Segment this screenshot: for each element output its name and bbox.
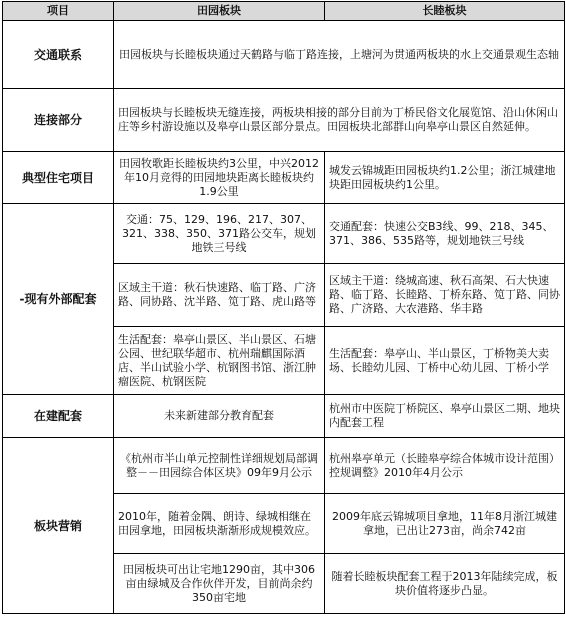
header-row — [3, 2, 565, 21]
marketing-r3-tianyuan: 田园板块可出让宅地1290亩，其中306亩由绿城及合作伙伴开发，目前尚余约350亩宅地 — [114, 554, 325, 614]
marketing-r1-changmu: 杭州皋亭单元（长睦皋亭综合体城市设计范围）控规调整》2010年4月公示 — [325, 438, 565, 494]
row-label-housing: 典型住宅项目 — [3, 152, 114, 204]
housing-tianyuan: 田园牧歌距长睦板块约3公里，中兴2012年10月竞得的田园地块距离长睦板块约1.9公里 — [114, 152, 325, 204]
external-transport-changmu: 交通配套：快速公交B3线、99、218、345、371、386、535路等，规划地铁三号线 — [325, 204, 565, 264]
external-transport-tianyuan: 交通：75、129、196、217、307、321、338、350、371路公交车，规划地铁三号线 — [114, 204, 325, 264]
marketing-r2-changmu: 2009年底云锦城项目拿地，11年8月浙江城建拿地，已出让273亩，尚余742亩 — [325, 494, 565, 554]
external-life-tianyuan: 生活配套：皋亭山景区、半山景区、石塘公园、世纪联华超市、杭州瑞麒国际酒店、半山试验小学、杭钢图书馆、浙江肿瘤医院、杭钢医院 — [114, 327, 325, 395]
marketing-r1-tianyuan: 《杭州市半山单元控制性详细规划局部调整－－田园综合体区块》09年9月公示 — [114, 438, 325, 494]
traffic-text: 田园板块与长睦板块通过天鹤路与临丁路连接，上塘河为贯通两板块的水上交通景观生态轴 — [114, 21, 565, 89]
comparison-table — [2, 1, 565, 614]
building-tianyuan: 未来新建部分教育配套 — [114, 395, 325, 438]
external-life-changmu: 生活配套：皋亭山、半山景区，丁桥物美大卖场、长睦幼儿园、丁桥中心幼儿园、丁桥小学 — [325, 327, 565, 395]
header-tianyuan: 田园板块 — [114, 2, 325, 21]
marketing-r2-tianyuan: 2010年，随着金隅、朗诗、绿城相继在田园拿地，田园板块渐渐形成规模效应。 — [114, 494, 325, 554]
marketing-r3-changmu: 随着长睦板块配套工程于2013年陆续完成，板块价值将逐步凸显。 — [325, 554, 565, 614]
table-row — [3, 89, 565, 152]
external-roads-tianyuan: 区域主干道：秋石快速路、临丁路、广济路、同协路、沈半路、笕丁路、虎山路等 — [114, 264, 325, 327]
row-label-traffic: 交通联系 — [3, 21, 114, 89]
row-label-external: -现有外部配套 — [3, 204, 114, 395]
row-label-marketing: 板块营销 — [3, 438, 114, 614]
row-label-building: 在建配套 — [3, 395, 114, 438]
connection-text: 田园板块与长睦板块无缝连接，两板块相接的部分目前为丁桥民俗文化展览馆、沿山休闲山庄等乡村游设施以及皋亭山景区部分景点。田园板块北部群山向皋亭山景区自然延伸。 — [114, 89, 565, 152]
header-changmu: 长睦板块 — [325, 2, 565, 21]
table-row — [3, 395, 565, 438]
building-changmu: 杭州市中医院丁桥院区、皋亭山景区二期、地块内配套工程 — [325, 395, 565, 438]
header-item: 项目 — [3, 2, 114, 21]
table-row — [3, 438, 565, 494]
table-row — [3, 21, 565, 89]
external-roads-changmu: 区域主干道：绕城高速、秋石高架、石大快速路、临丁路、长睦路、丁桥东路、笕丁路、同协路、广济路、大农港路、华丰路 — [325, 264, 565, 327]
table-row — [3, 204, 565, 264]
table-row — [3, 152, 565, 204]
row-label-connection: 连接部分 — [3, 89, 114, 152]
housing-changmu: 城发云锦城距田园板块约1.2公里；浙江城建地块距田园板块约1公里。 — [325, 152, 565, 204]
